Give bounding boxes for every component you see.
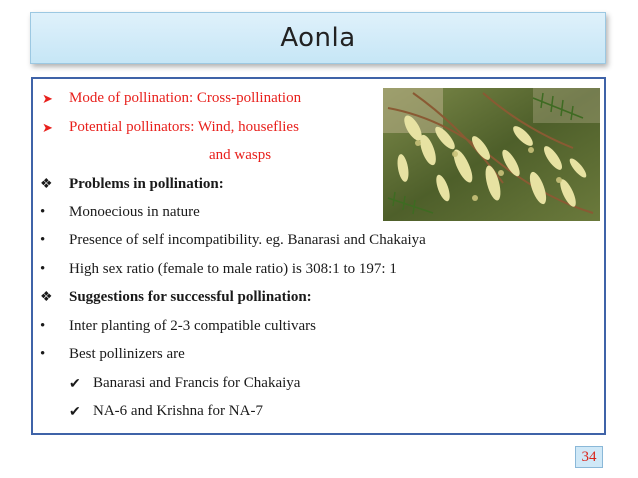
bullet-icon: • xyxy=(40,346,46,362)
aonla-flower-image xyxy=(383,88,600,221)
page-number-badge xyxy=(575,446,603,468)
potential-pollinators-cont-text: and wasps xyxy=(209,147,272,163)
slide-title-box xyxy=(30,12,606,64)
problem-1-text: Monoecious in nature xyxy=(69,204,200,220)
potential-pollinators-text: Potential pollinators: Wind, houseflies xyxy=(69,119,299,135)
bullet-icon: • xyxy=(40,261,46,277)
diamond-bullet-icon: ❖ xyxy=(40,177,53,192)
pollinizer-1-text: Banarasi and Francis for Chakaiya xyxy=(93,375,301,391)
page-number: 34 xyxy=(581,448,597,465)
check-icon: ✔ xyxy=(69,377,81,392)
pollinizer-2-text: NA-6 and Krishna for NA-7 xyxy=(93,403,263,419)
diamond-bullet-icon: ❖ xyxy=(40,290,53,305)
arrow-bullet-icon: ➤ xyxy=(42,120,53,135)
check-icon: ✔ xyxy=(69,405,81,420)
arrow-bullet-icon: ➤ xyxy=(42,91,53,106)
problem-3-text: High sex ratio (female to male ratio) is 308:1 to 197: 1 xyxy=(69,261,397,277)
suggestion-2-text: Best pollinizers are xyxy=(69,346,185,362)
suggestions-heading-text: Suggestions for successful pollination: xyxy=(69,289,312,305)
bullet-icon: • xyxy=(40,318,46,334)
problems-heading-text: Problems in pollination: xyxy=(69,176,224,192)
suggestion-1-text: Inter planting of 2-3 compatible cultivars xyxy=(69,318,317,334)
bullet-icon: • xyxy=(40,204,46,220)
problem-2-text: Presence of self incompatibility. eg. Banarasi and Chakaiya xyxy=(69,232,426,248)
aonla-flower-photo xyxy=(383,88,600,221)
content-box xyxy=(31,77,606,435)
mode-of-pollination-text: Mode of pollination: Cross-pollination xyxy=(69,90,302,106)
bullet-icon: • xyxy=(40,232,46,248)
slide-title: Aonla xyxy=(280,23,356,53)
